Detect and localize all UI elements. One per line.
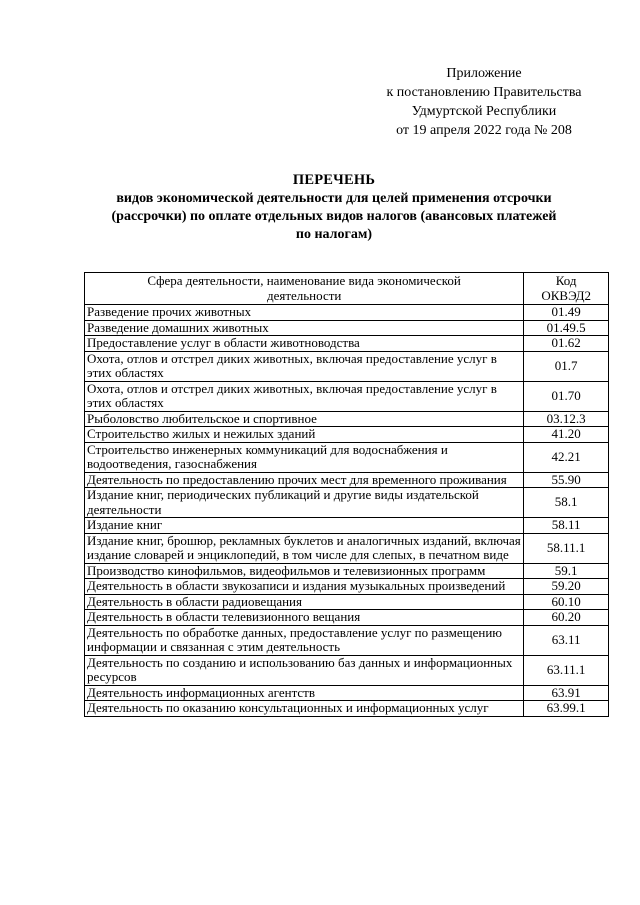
table-row — [85, 320, 609, 336]
table-row — [85, 351, 609, 381]
activity-name: Деятельность по предоставлению прочих мест для временного проживания — [85, 472, 524, 488]
activity-name: Разведение домашних животных — [85, 320, 524, 336]
okved-code: 42.21 — [524, 442, 609, 472]
table-row — [85, 472, 609, 488]
okved-code: 59.1 — [524, 563, 609, 579]
appendix-republic: Удмуртской Республики — [411, 104, 557, 119]
header-activity — [85, 273, 524, 305]
activity-name: Деятельность информационных агентств — [85, 685, 524, 701]
table-row — [85, 563, 609, 579]
table-row — [85, 701, 609, 717]
activity-name: Охота, отлов и отстрел диких животных, включая предоставление услуг в этих областях — [85, 381, 524, 411]
activity-name: Издание книг, периодических публикаций и другие виды издательской деятельности — [85, 488, 524, 518]
activity-name: Издание книг, брошюр, рекламных буклетов и аналогичных изданий, включая издание словарей и энциклопедий, в том числе для слепых, в печатном виде — [85, 533, 524, 563]
table-row — [85, 427, 609, 443]
okved-code: 63.11 — [524, 625, 609, 655]
title-heading: ПЕРЕЧЕНЬ — [292, 172, 376, 188]
okved-code: 03.12.3 — [524, 411, 609, 427]
table-row — [85, 685, 609, 701]
table-header-row — [85, 273, 609, 305]
activity-name: Деятельность по оказанию консультационных и информационных услуг — [85, 701, 524, 717]
activity-name: Строительство жилых и нежилых зданий — [85, 427, 524, 443]
activity-name: Разведение прочих животных — [85, 305, 524, 321]
appendix-reference: к постановлению Правительства — [386, 85, 582, 100]
okved-code: 63.11.1 — [524, 655, 609, 685]
table-row — [85, 655, 609, 685]
okved-code: 01.49 — [524, 305, 609, 321]
activity-name: Деятельность в области телевизионного вещания — [85, 610, 524, 626]
okved-code: 60.10 — [524, 594, 609, 610]
table-row — [85, 625, 609, 655]
appendix-block — [350, 64, 618, 140]
table-row — [85, 610, 609, 626]
table-row — [85, 442, 609, 472]
activity-name: Деятельность по созданию и использованию баз данных и информационных ресурсов — [85, 655, 524, 685]
header-code-line-1: Код — [555, 273, 577, 288]
activity-name: Издание книг — [85, 518, 524, 534]
header-activity-line-2: деятельности — [266, 287, 342, 303]
document-title — [80, 170, 588, 244]
okved-code: 63.91 — [524, 685, 609, 701]
okved-code: 01.62 — [524, 336, 609, 352]
activity-name: Деятельность по обработке данных, предоставление услуг по размещению информации и связанная с этим деятельность — [85, 625, 524, 655]
header-code-line-2: ОКВЭД2 — [541, 287, 591, 303]
title-line-1: видов экономической деятельности для целей применения отсрочки — [116, 191, 552, 206]
okved-code: 58.11.1 — [524, 533, 609, 563]
okved-code: 60.20 — [524, 610, 609, 626]
table-row — [85, 305, 609, 321]
table-row — [85, 579, 609, 595]
table-row — [85, 336, 609, 352]
okved-code: 01.7 — [524, 351, 609, 381]
okved-code: 55.90 — [524, 472, 609, 488]
table-row — [85, 518, 609, 534]
activity-name: Деятельность в области радиовещания — [85, 594, 524, 610]
header-activity-line-1: Сфера деятельности, наименование вида экономической — [147, 273, 461, 288]
okved-code: 59.20 — [524, 579, 609, 595]
title-line-3: по налогам) — [295, 227, 373, 242]
title-line-2: (рассрочки) по оплате отдельных видов налогов (авансовых платежей — [111, 209, 557, 224]
okved-code: 01.70 — [524, 381, 609, 411]
activity-name: Строительство инженерных коммуникаций для водоснабжения и водоотведения, газоснабжения — [85, 442, 524, 472]
okved-code: 41.20 — [524, 427, 609, 443]
activities-table — [84, 272, 609, 717]
header-code — [524, 273, 609, 305]
okved-code: 58.1 — [524, 488, 609, 518]
table-body — [85, 305, 609, 717]
table-row — [85, 594, 609, 610]
appendix-date: от 19 апреля 2022 года № 208 — [396, 123, 572, 138]
table-row — [85, 488, 609, 518]
activity-name: Предоставление услуг в области животноводства — [85, 336, 524, 352]
okved-code: 01.49.5 — [524, 320, 609, 336]
activity-name: Производство кинофильмов, видеофильмов и телевизионных программ — [85, 563, 524, 579]
table-row — [85, 381, 609, 411]
activity-name: Рыболовство любительское и спортивное — [85, 411, 524, 427]
activity-name: Деятельность в области звукозаписи и издания музыкальных произведений — [85, 579, 524, 595]
appendix-label: Приложение — [446, 66, 522, 81]
table-row — [85, 533, 609, 563]
okved-code: 58.11 — [524, 518, 609, 534]
activity-name: Охота, отлов и отстрел диких животных, включая предоставление услуг в этих областях — [85, 351, 524, 381]
okved-code: 63.99.1 — [524, 701, 609, 717]
table-row — [85, 411, 609, 427]
